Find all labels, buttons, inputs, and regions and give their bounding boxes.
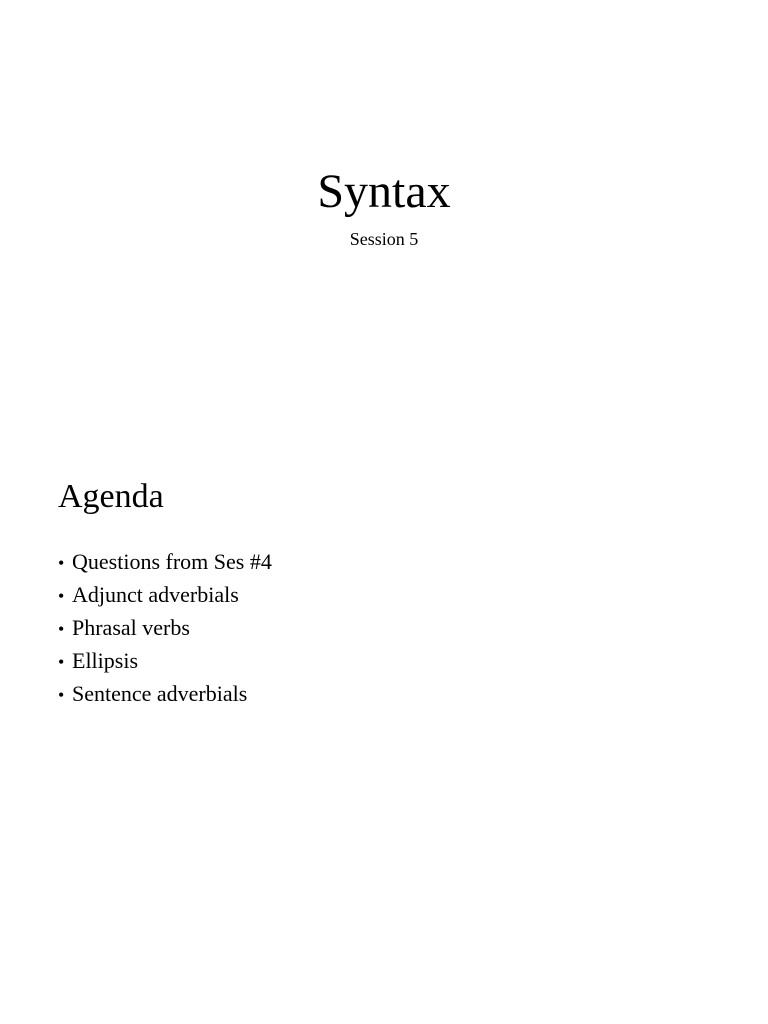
agenda-item-sentence-adverbials — [58, 678, 272, 711]
agenda-item-label: Adjunct adverbials — [72, 582, 239, 607]
agenda-item-questions — [58, 546, 272, 579]
bullet-icon: • — [58, 685, 65, 705]
title-slide — [0, 0, 768, 440]
agenda-slide — [0, 470, 768, 770]
agenda-item-label: Sentence adverbials — [72, 681, 248, 706]
agenda-item-label: Ellipsis — [72, 648, 139, 673]
agenda-item-phrasal-verbs — [58, 612, 272, 645]
agenda-heading: Agenda — [58, 478, 164, 515]
bullet-icon: • — [58, 586, 65, 606]
slide-subtitle: Session 5 — [349, 229, 419, 249]
agenda-item-ellipsis — [58, 645, 272, 678]
bullet-icon: • — [58, 652, 65, 672]
bullet-icon: • — [58, 619, 65, 639]
agenda-list — [58, 546, 272, 711]
agenda-item-label: Phrasal verbs — [72, 615, 190, 640]
bullet-icon: • — [58, 553, 65, 573]
slide-title: Syntax — [317, 165, 451, 218]
agenda-item-adjunct-adverbials — [58, 579, 272, 612]
agenda-item-label: Questions from Ses #4 — [72, 549, 272, 574]
